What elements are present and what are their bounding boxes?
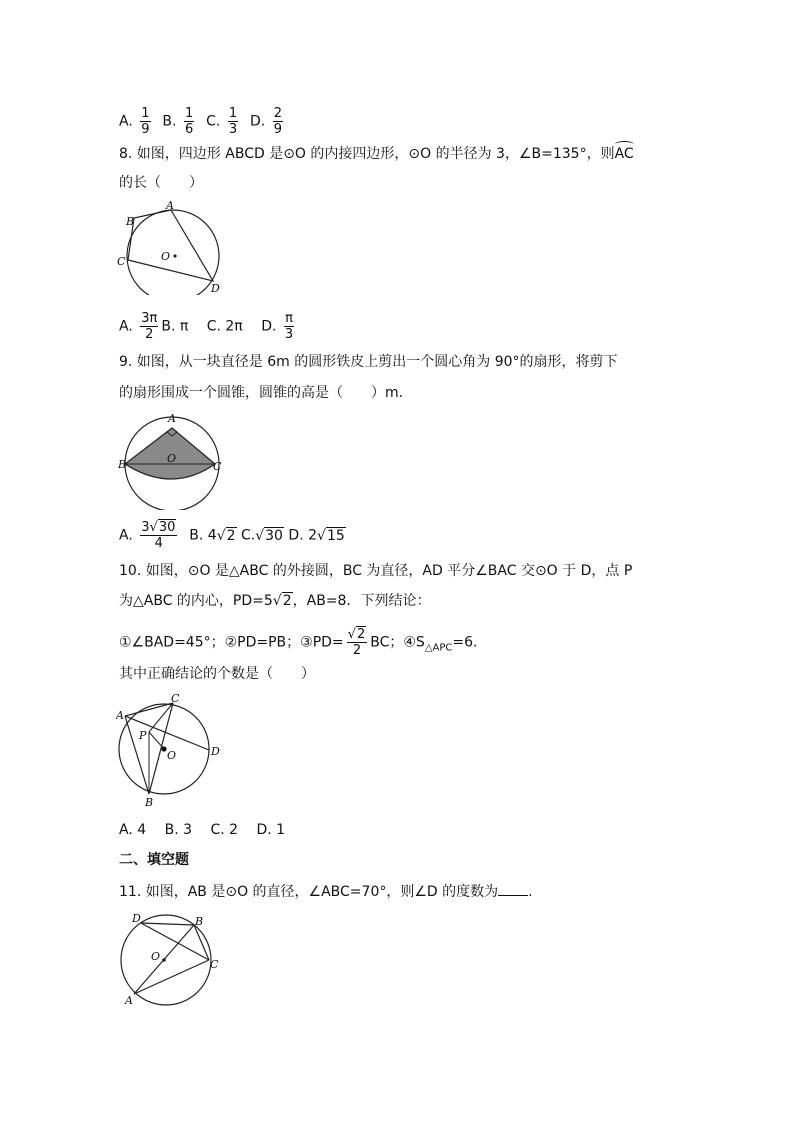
- q7-b-fraction: $\frac{1}{6}$: [184, 106, 194, 137]
- label-o: O: [167, 749, 177, 762]
- q11-stem: 11. 如图，AB 是⊙O 的直径，∠ABC=70°，则∠D 的度数为 .: [119, 884, 533, 900]
- q8-a-fraction: $\frac{3\pi}{2}$: [141, 311, 158, 342]
- label-a: A: [168, 412, 176, 425]
- label-c: C: [171, 692, 180, 705]
- label-d: D: [132, 912, 141, 925]
- label-b: B: [118, 458, 127, 471]
- q9-d-sqrt: √15: [317, 527, 345, 544]
- label-c: C: [210, 958, 219, 971]
- q8-d-fraction: $\frac{\pi}{3}$: [284, 311, 294, 342]
- q10-stem-line2: 为△ABC 的内心，PD=5√2，AB=8．下列结论：: [119, 593, 431, 609]
- label-a: A: [166, 200, 174, 212]
- q8-stem-line1: 8. 如图，四边形 ABCD 是⊙O 的内接四边形，⊙O 的半径为 3，∠B=135°，则AC: [119, 146, 634, 162]
- answer-blank[interactable]: [498, 883, 528, 896]
- q9-stem-line2: 的扇形围成一个圆锥，圆锥的高是（ ）m.: [119, 385, 404, 401]
- q11-figure: [116, 910, 226, 1008]
- label-d: D: [211, 282, 220, 295]
- q7-options: A. $\frac{1}{9}$ B. $\frac{1}{6}$ C. $\frac{1}{3}$ D. $\frac{2}{9}$: [119, 106, 282, 137]
- section-title: 二、填空题: [119, 852, 189, 868]
- q8-stem-line2: 的长（ ）: [119, 175, 203, 191]
- q9-a-fraction: $\frac{3√30}{4}$: [141, 520, 176, 551]
- q10-stem-line3: ①∠BAD=45°；②PD=PB；③PD= $\frac{√2}{2}$ BC；$④S_{\triangle APC}=6$.: [119, 627, 478, 658]
- q9-figure: [117, 410, 227, 510]
- label-b: B: [145, 796, 154, 809]
- label-a: A: [116, 709, 124, 722]
- q10-stem-line1: 10. 如图，⊙O 是△ABC 的外接圆，BC 为直径，AD 平分∠BAC 交⊙O 于 D，点 P: [119, 563, 633, 579]
- label-p: P: [139, 729, 147, 742]
- arc-ac: AC: [614, 146, 634, 162]
- q9-b-sqrt: √2: [216, 527, 236, 544]
- label-d: D: [211, 745, 220, 758]
- q8-figure: [116, 200, 226, 295]
- q10-fraction: $\frac{√2}{2}$: [347, 627, 366, 658]
- q7-c-fraction: $\frac{1}{3}$: [228, 106, 238, 137]
- label-o: O: [161, 250, 171, 263]
- label-c: C: [117, 255, 126, 268]
- q10-figure: [116, 692, 226, 810]
- q10-stem-line4: 其中正确结论的个数是（ ）: [119, 666, 315, 682]
- q7-d-fraction: $\frac{2}{9}$: [273, 106, 282, 137]
- label-c: C: [213, 460, 222, 473]
- label-b: B: [195, 915, 204, 928]
- q9-c-sqrt: √30: [255, 527, 283, 544]
- label-o: O: [151, 950, 161, 963]
- label-o: O: [167, 452, 177, 465]
- q8-options: A. $\frac{3\pi}{2}$ B. π C. 2π D. $\frac{\pi}{3}$: [119, 311, 294, 342]
- q9-stem-line1: 9. 如图，从一块直径是 6m 的圆形铁皮上剪出一个圆心角为 90°的扇形，将剪下: [119, 354, 618, 370]
- q10-options: A. 4 B. 3 C. 2 D. 1: [119, 822, 286, 838]
- label-b: B: [126, 215, 135, 228]
- q9-options: A. $\frac{3√30}{4}$ B. 4√2 C.√30 D. 2√15: [119, 520, 345, 551]
- label-a: A: [125, 994, 133, 1007]
- q7-a-fraction: $\frac{1}{9}$: [141, 106, 150, 137]
